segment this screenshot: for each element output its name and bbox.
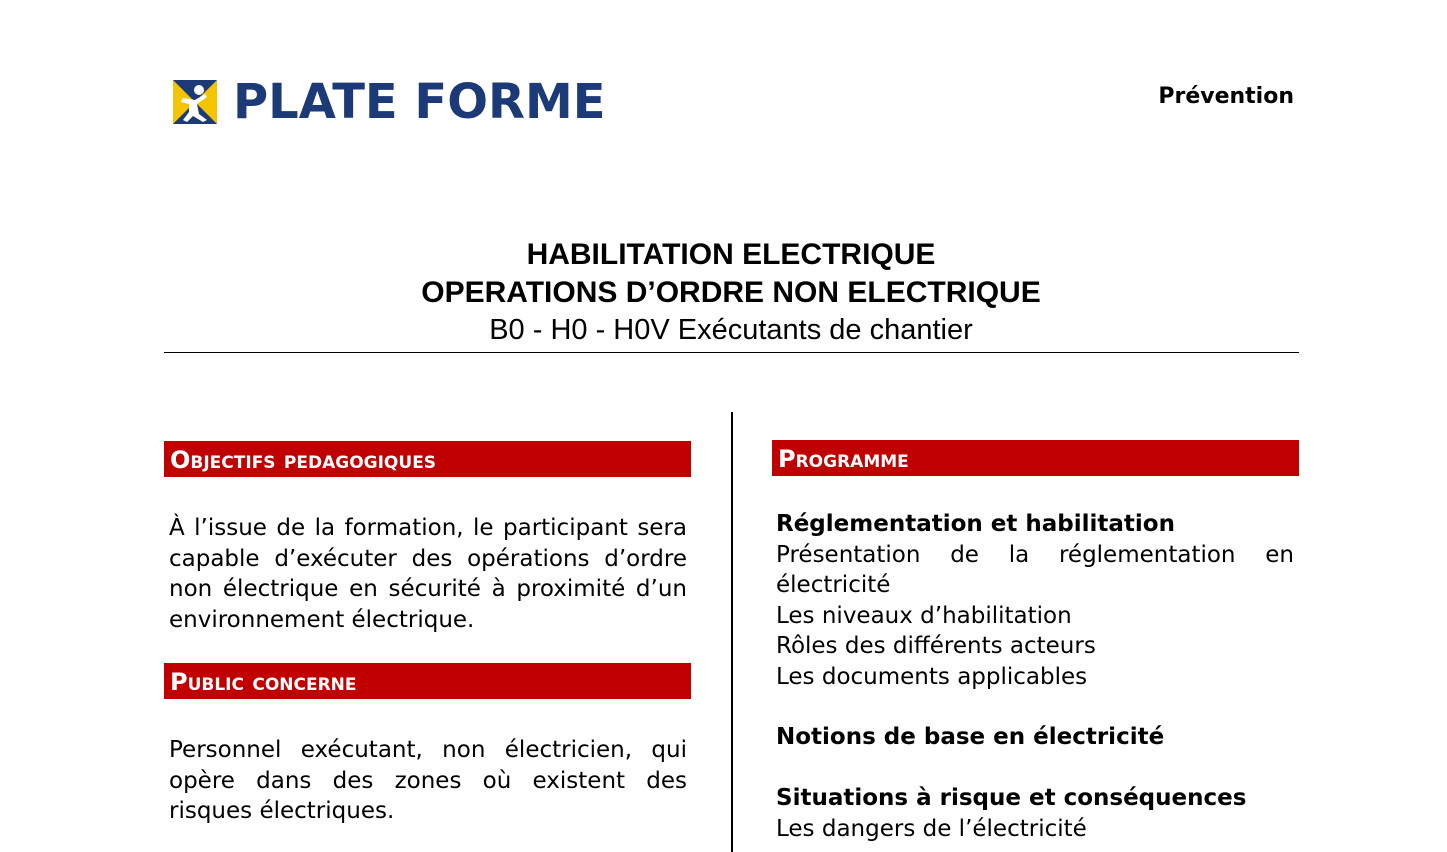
programme-item: Les documents applicables: [776, 663, 1088, 690]
programme-section-situations: [776, 783, 1294, 844]
document-subtitle: B0 - H0 - H0V Exécutants de chantier: [489, 314, 973, 346]
public-text: Personnel exécutant, non électricien, qui opère dans des zones où existent des risques électriques.: [169, 737, 687, 824]
programme-section-title: Réglementation et habilitation: [776, 511, 1175, 537]
document-title-line-1: HABILITATION ELECTRIQUE: [526, 238, 936, 271]
programme-item: Les dangers de l’électricité: [776, 815, 1087, 842]
programme-section-notions: [776, 722, 1294, 753]
public-heading: Public concerne: [164, 663, 691, 699]
programme-item: Présentation de la réglementation en électricité: [776, 541, 1294, 598]
logo-text: PLATE FORME: [233, 74, 606, 130]
column-divider: [731, 412, 733, 852]
objectifs-text: À l’issue de la formation, le participant sera capable d’exécuter des opérations d’ordre non électrique en sécurité à proximité d’un environnement électrique.: [169, 515, 687, 633]
programme-section-reglementation: [776, 509, 1294, 692]
programme-section-title: Situations à risque et conséquences: [776, 785, 1247, 811]
title-divider: [164, 352, 1299, 353]
programme-item: Les niveaux d’habilitation: [776, 602, 1072, 629]
brand-logo: [173, 74, 606, 130]
programme-heading: Programme: [772, 440, 1299, 476]
programme-section-title: Notions de base en électricité: [776, 724, 1165, 750]
category-label: Prévention: [1158, 84, 1294, 109]
plate-forme-logo-icon: [173, 80, 217, 124]
programme-item: Rôles des différents acteurs: [776, 633, 1096, 659]
document-title-line-2: OPERATIONS D’ORDRE NON ELECTRIQUE: [421, 276, 1041, 309]
objectifs-heading: Objectifs pedagogiques: [164, 441, 691, 477]
